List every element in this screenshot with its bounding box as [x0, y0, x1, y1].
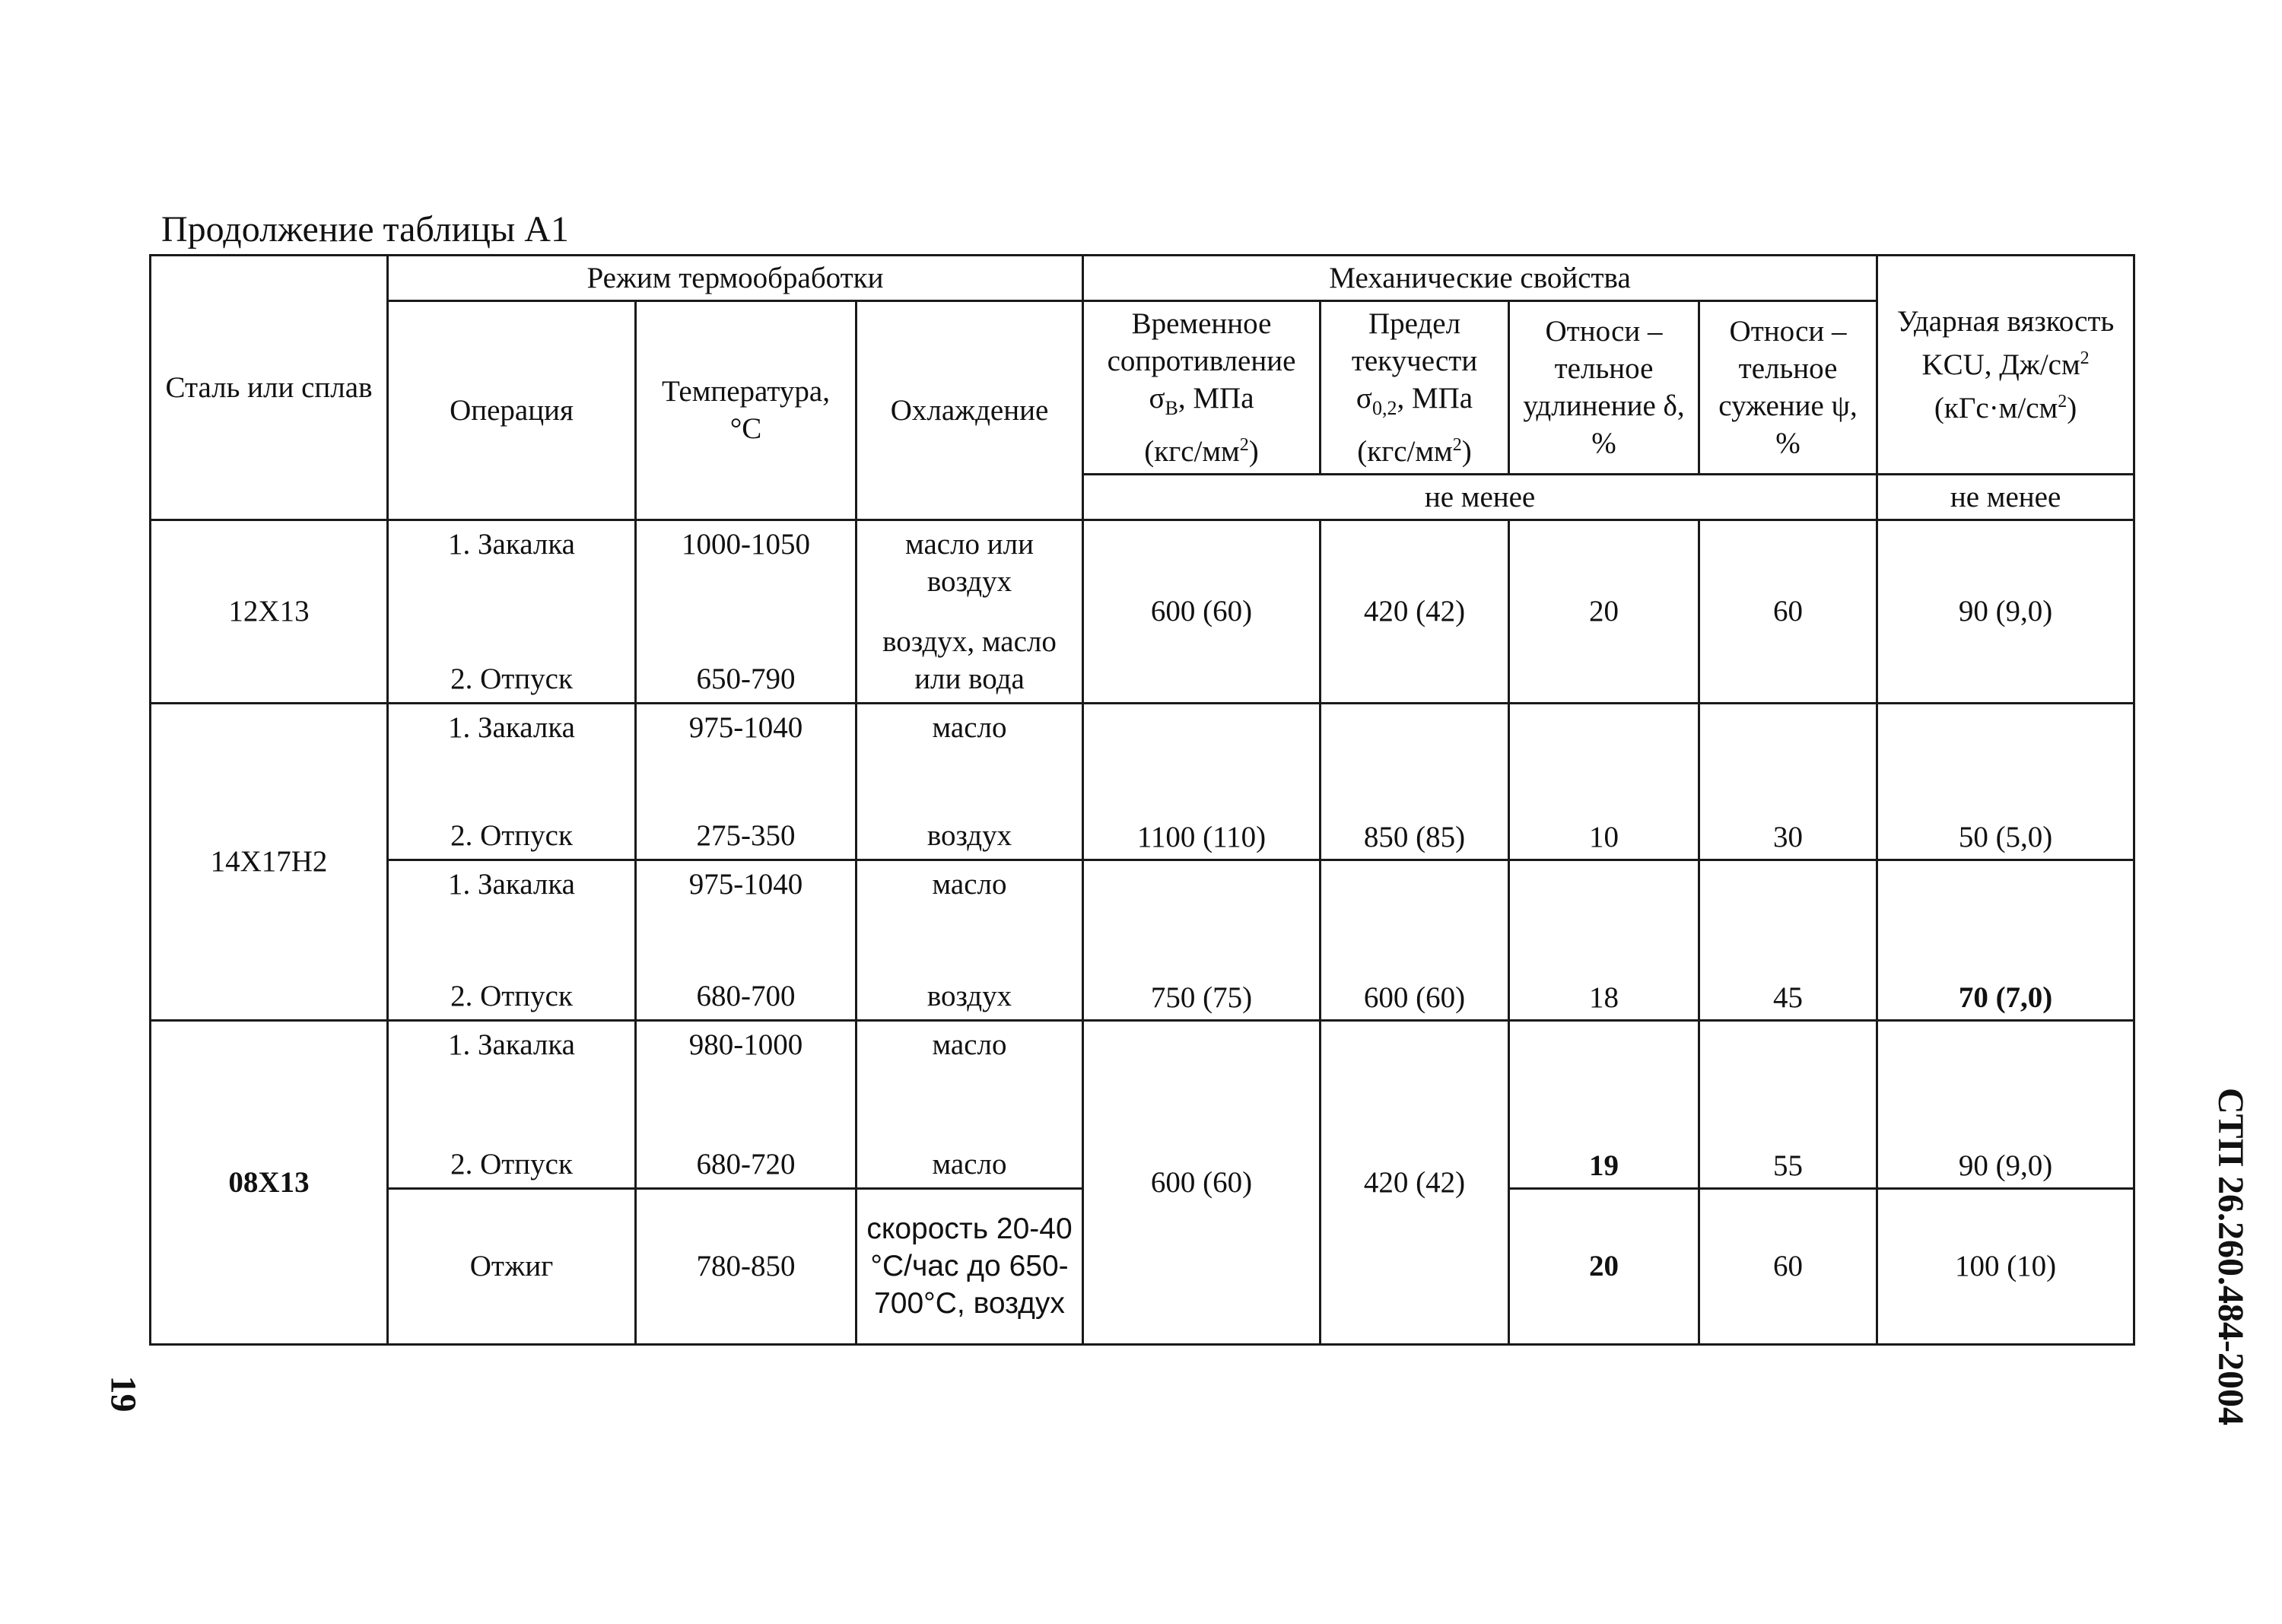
temperature-cell [636, 703, 857, 860]
properties-table [149, 254, 2135, 1346]
op-temper: 2. Отпуск [450, 1147, 573, 1181]
table-caption: Продолжение таблицы А1 [161, 209, 569, 249]
temperature-annealing: 780-850 [636, 1188, 857, 1344]
impact-sup2: 2 [2058, 391, 2067, 412]
reduction-value: 30 [1699, 703, 1877, 860]
tensile-value: 600 (60) [1083, 1020, 1321, 1344]
header-heat-treatment: Режим термообработки [388, 256, 1083, 301]
header-mechanical-properties: Механические свойства [1083, 256, 1877, 301]
elongation-value: 20 [1509, 520, 1699, 703]
impact-sup1: 2 [2080, 348, 2090, 368]
yield-sup: 2 [1452, 434, 1462, 455]
temperature-cell [636, 860, 857, 1020]
impact-line2: (кГс·м/см [1934, 391, 2058, 424]
tensile-sub: В [1165, 396, 1178, 419]
elongation-value: 18 [1509, 860, 1699, 1020]
yield-sym: σ [1356, 382, 1372, 415]
header-temperature: Температура, °С [636, 301, 857, 520]
temp-quench: 980-1000 [688, 1028, 803, 1061]
impact-line1: Ударная вязкость KCU, Дж/см [1896, 304, 2115, 381]
cool-temper: воздух, масло или вода [882, 624, 1057, 695]
op-quench: 1. Закалка [448, 867, 575, 901]
table-row [151, 703, 2134, 860]
yield-value: 420 (42) [1321, 1020, 1509, 1344]
tensile-value: 750 (75) [1083, 860, 1321, 1020]
steel-cell: 12Х13 [151, 520, 388, 703]
elongation-value: 19 [1509, 1020, 1699, 1188]
impact-value: 90 (9,0) [1877, 1020, 2134, 1188]
header-tensile [1083, 301, 1321, 475]
cool-temper: воздух [926, 979, 1012, 1012]
header-reduction: Относи – тельное сужение ψ, % [1699, 301, 1877, 475]
cool-quench: масло [932, 1028, 1007, 1061]
temp-quench: 975-1040 [688, 710, 803, 744]
op-quench: 1. Закалка [448, 710, 575, 744]
reduction-value: 45 [1699, 860, 1877, 1020]
cool-temper: масло [932, 1147, 1007, 1181]
tensile-end: ) [1248, 434, 1259, 468]
header-steel: Сталь или сплав [151, 256, 388, 520]
cooling-cell [857, 520, 1083, 703]
impact-end: ) [2067, 391, 2077, 424]
temp-temper: 275-350 [696, 818, 796, 852]
header-elongation: Относи – тельное удлинение δ, % [1509, 301, 1699, 475]
operation-cell [388, 520, 636, 703]
table-row [151, 860, 2134, 1020]
op-quench: 1. Закалка [448, 1028, 575, 1061]
cooling-annealing: скорость 20-40 °С/час до 650-700°С, воздух [857, 1188, 1083, 1344]
temp-quench: 1000-1050 [682, 527, 810, 561]
tensile-value: 1100 (110) [1083, 703, 1321, 860]
tensile-sym: σ [1149, 382, 1165, 415]
temp-temper: 680-720 [696, 1147, 796, 1181]
cool-quench: масло [932, 710, 1007, 744]
temperature-cell [636, 1020, 857, 1188]
temp-temper: 680-700 [696, 979, 796, 1012]
header-impact [1877, 256, 2134, 475]
temperature-cell [636, 520, 857, 703]
elongation-value: 20 [1509, 1188, 1699, 1344]
impact-value: 50 (5,0) [1877, 703, 2134, 860]
temp-quench: 975-1040 [688, 867, 803, 901]
reduction-value: 60 [1699, 520, 1877, 703]
document-code: СТП 26.260.484-2004 [2210, 1088, 2251, 1425]
yield-value: 600 (60) [1321, 860, 1509, 1020]
table-row [151, 1020, 2134, 1188]
impact-value: 70 (7,0) [1877, 860, 2134, 1020]
cool-quench: масло [932, 867, 1007, 901]
tensile-line3: (кгс/мм [1144, 434, 1240, 468]
op-temper: 2. Отпуск [450, 662, 573, 695]
operation-annealing: Отжиг [388, 1188, 636, 1344]
tensile-sup: 2 [1239, 434, 1249, 455]
operation-cell [388, 703, 636, 860]
yield-sub: 0,2 [1371, 396, 1397, 419]
operation-cell [388, 1020, 636, 1188]
op-temper: 2. Отпуск [450, 979, 573, 1012]
not-less-impact: не менее [1877, 474, 2134, 520]
header-cooling: Охлаждение [857, 301, 1083, 520]
cooling-cell [857, 703, 1083, 860]
not-less-mechanical: не менее [1083, 474, 1877, 520]
header-operation: Операция [388, 301, 636, 520]
tensile-unit: , МПа [1178, 382, 1254, 415]
cooling-cell [857, 860, 1083, 1020]
yield-end: ) [1461, 434, 1472, 468]
table-row [151, 520, 2134, 703]
elongation-value: 10 [1509, 703, 1699, 860]
yield-value: 420 (42) [1321, 520, 1509, 703]
cool-quench: масло или воздух [905, 527, 1034, 598]
steel-cell: 08Х13 [151, 1020, 388, 1344]
op-temper: 2. Отпуск [450, 818, 573, 852]
page-number: 19 [103, 1375, 144, 1413]
operation-cell [388, 860, 636, 1020]
header-yield [1321, 301, 1509, 475]
impact-value: 100 (10) [1877, 1188, 2134, 1344]
yield-line3: (кгс/мм [1357, 434, 1453, 468]
steel-cell: 14Х17Н2 [151, 703, 388, 1020]
yield-line1: Предел текучести [1351, 307, 1478, 377]
reduction-value: 55 [1699, 1020, 1877, 1188]
op-quench: 1. Закалка [448, 527, 575, 561]
reduction-value: 60 [1699, 1188, 1877, 1344]
impact-value: 90 (9,0) [1877, 520, 2134, 703]
cooling-cell [857, 1020, 1083, 1188]
yield-value: 850 (85) [1321, 703, 1509, 860]
yield-unit: , МПа [1397, 382, 1473, 415]
cool-temper: воздух [926, 818, 1012, 852]
tensile-line1: Временное сопротивление [1107, 307, 1296, 377]
tensile-value: 600 (60) [1083, 520, 1321, 703]
temp-temper: 650-790 [696, 662, 796, 695]
